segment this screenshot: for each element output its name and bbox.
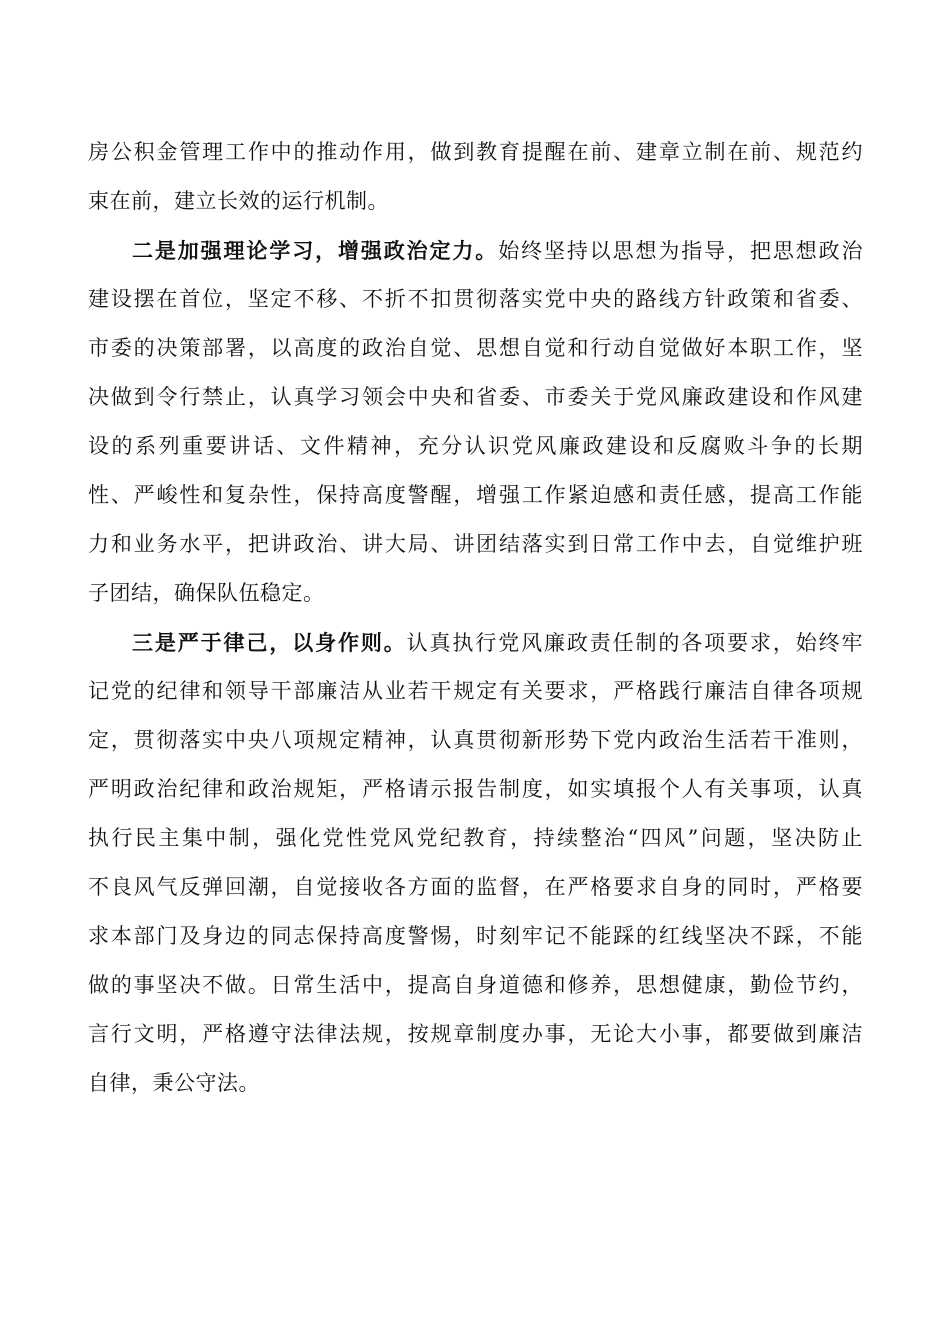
text-line: 性、严峻性和复杂性，保持高度警醒，增强工作紧迫感和责任感，提高工作能 [88, 483, 863, 507]
text-line [88, 226, 863, 275]
paragraph-heading: 三是严于律己，以身作则。 [132, 630, 407, 655]
document-page [88, 128, 863, 1108]
text-run: 认真执行党风廉政责任制的各项要求，始终牢 [406, 631, 864, 655]
paragraph-self-discipline [88, 618, 863, 1108]
text-line: 决做到令行禁止，认真学习领会中央和省委、市委关于党风廉政建设和作风建 [88, 385, 863, 409]
paragraph-theory-study [88, 226, 863, 618]
text-line: 子团结，确保队伍稳定。 [88, 581, 325, 605]
text-line: 市委的决策部署，以高度的政治自觉、思想自觉和行动自觉做好本职工作，坚 [88, 336, 863, 360]
text-line: 执行民主集中制，强化党性党风党纪教育，持续整治“四风”问题，坚决防止 [88, 826, 863, 850]
text-line: 不良风气反弹回潮，自觉接收各方面的监督，在严格要求自身的同时，严格要 [88, 875, 863, 899]
text-line: 自律，秉公守法。 [88, 1071, 260, 1095]
text-line: 建设摆在首位，坚定不移、不折不扣贯彻落实党中央的路线方针政策和省委、 [88, 287, 863, 311]
text-line: 定，贯彻落实中央八项规定精神，认真贯彻新形势下党内政治生活若干准则， [88, 728, 863, 752]
text-line: 言行文明，严格遵守法律法规，按规章制度办事，无论大小事，都要做到廉洁 [88, 1022, 863, 1046]
text-line: 房公积金管理工作中的推动作用，做到教育提醒在前、建章立制在前、规范约 [88, 140, 863, 164]
paragraph-continued [88, 128, 863, 226]
text-line: 求本部门及身边的同志保持高度警惕，时刻牢记不能踩的红线坚决不踩，不能 [88, 924, 863, 948]
text-line: 束在前，建立长效的运行机制。 [88, 189, 389, 213]
text-line [88, 618, 863, 667]
text-line: 力和业务水平，把讲政治、讲大局、讲团结落实到日常工作中去，自觉维护班 [88, 532, 863, 556]
text-line: 严明政治纪律和政治规矩，严格请示报告制度，如实填报个人有关事项，认真 [88, 777, 863, 801]
text-line: 设的系列重要讲话、文件精神，充分认识党风廉政建设和反腐败斗争的长期 [88, 434, 863, 458]
text-line: 记党的纪律和领导干部廉洁从业若干规定有关要求，严格践行廉洁自律各项规 [88, 679, 863, 703]
text-run: 始终坚持以思想为指导，把思想政治 [498, 239, 864, 263]
text-line: 做的事坚决不做。日常生活中，提高自身道德和修养，思想健康，勤俭节约， [88, 973, 863, 997]
paragraph-heading: 二是加强理论学习，增强政治定力。 [132, 238, 499, 263]
